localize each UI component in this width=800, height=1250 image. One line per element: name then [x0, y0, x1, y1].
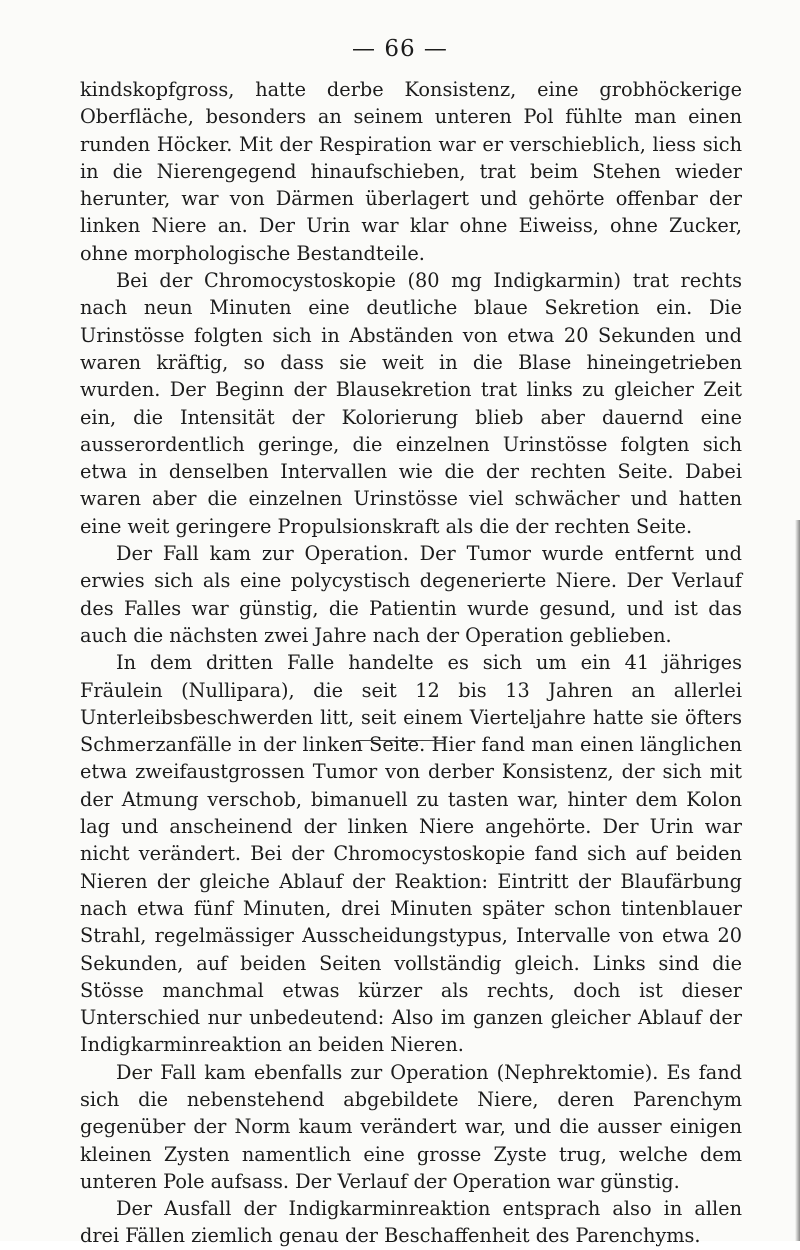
page-number: — 66 — [352, 36, 448, 62]
paragraph-5: Der Fall kam ebenfalls zur Operation (Nephrektomie). Es fand sich die nebenstehend abgebildete Niere, deren Parenchym gegenüber der Norm kaum verändert war, und die ausser einigen kleinen Zysten namentlich eine grosse Zyste trug, welche dem unteren Pole aufsass. Der Verlauf der Operation war günstig. [80, 1060, 742, 1193]
paragraph-2: Bei der Chromocystoskopie (80 mg Indigkarmin) trat rechts nach neun Minuten eine deutliche blaue Sekretion ein. Die Urinstösse folgten sich in Abständen von etwa 20 Sekunden und waren kräftig, so dass sie weit in die Blase hineingetrieben wurden. Der Beginn der Blausekretion trat links zu gleicher Zeit ein, die Intensität der Kolorierung blieb aber dauernd eine ausserordentlich geringe, die einzelnen Urinstösse folgten sich etwa in denselben Intervallen wie die der rechten Seite. Dabei waren aber die einzelnen Urinstösse viel schwächer und hatten eine weit geringere Propulsionskraft als die der rechten Seite. [80, 269, 742, 538]
paragraph-4: In dem dritten Falle handelte es sich um ein 41 jähriges Fräulein (Nullipara), die seit 12 bis 13 Jahren an allerlei Unterleibsbeschwerden litt, seit einem Vierteljahre hatte sie öfters Schmerzanfälle in der linken Seite. Hier fand man einen länglichen etwa zweifaustgrossen Tumor von derber Konsistenz, der sich mit der Atmung verschob, bimanuell zu tasten war, hinter dem Kolon lag und anscheinend der linken Niere angehörte. Der Urin war nicht verändert. Bei der Chromocystoskopie fand sich auf beiden Nieren der gleiche Ablauf der Reaktion: Eintritt der Blaufärbung nach etwa fünf Minuten, drei Minuten später schon tintenblauer Strahl, regelmässiger Ausscheidungstypus, Intervalle von etwa 20 Sekunden, auf beiden Seiten vollständig gleich. Links sind die Stösse manchmal etwas kürzer als rechts, doch ist dieser Unterschied nur unbedeutend: Also im ganzen gleicher Ablauf der Indigkarminreaktion an beiden Nieren. [80, 651, 742, 1057]
paragraph-3: Der Fall kam zur Operation. Der Tumor wurde entfernt und erwies sich als eine polycystisch degenerierte Niere. Der Verlauf des Falles war günstig, die Patientin wurde gesund, und ist das auch die nächsten zwei Jahre nach der Operation geblieben. [80, 542, 742, 647]
body-text [80, 76, 742, 1250]
paragraph-6: Der Ausfall der Indigkarminreaktion entsprach also in allen drei Fällen ziemlich genau der Beschaffenheit des Parenchyms. [80, 1197, 742, 1248]
closing-rule [356, 740, 446, 741]
scan-edge-shadow [795, 520, 800, 1241]
paragraph-1: kindskopfgross, hatte derbe Konsistenz, eine grobhöckerige Oberfläche, besonders an seinem unteren Pol fühlte man einen runden Höcker. Mit der Respiration war er verschieblich, liess sich in die Nierengegend hinaufschieben, trat beim Stehen wieder herunter, war von Därmen überlagert und gehörte offenbar der linken Niere an. Der Urin war klar ohne Eiweiss, ohne Zucker, ohne morphologische Bestandteile. [80, 78, 742, 265]
